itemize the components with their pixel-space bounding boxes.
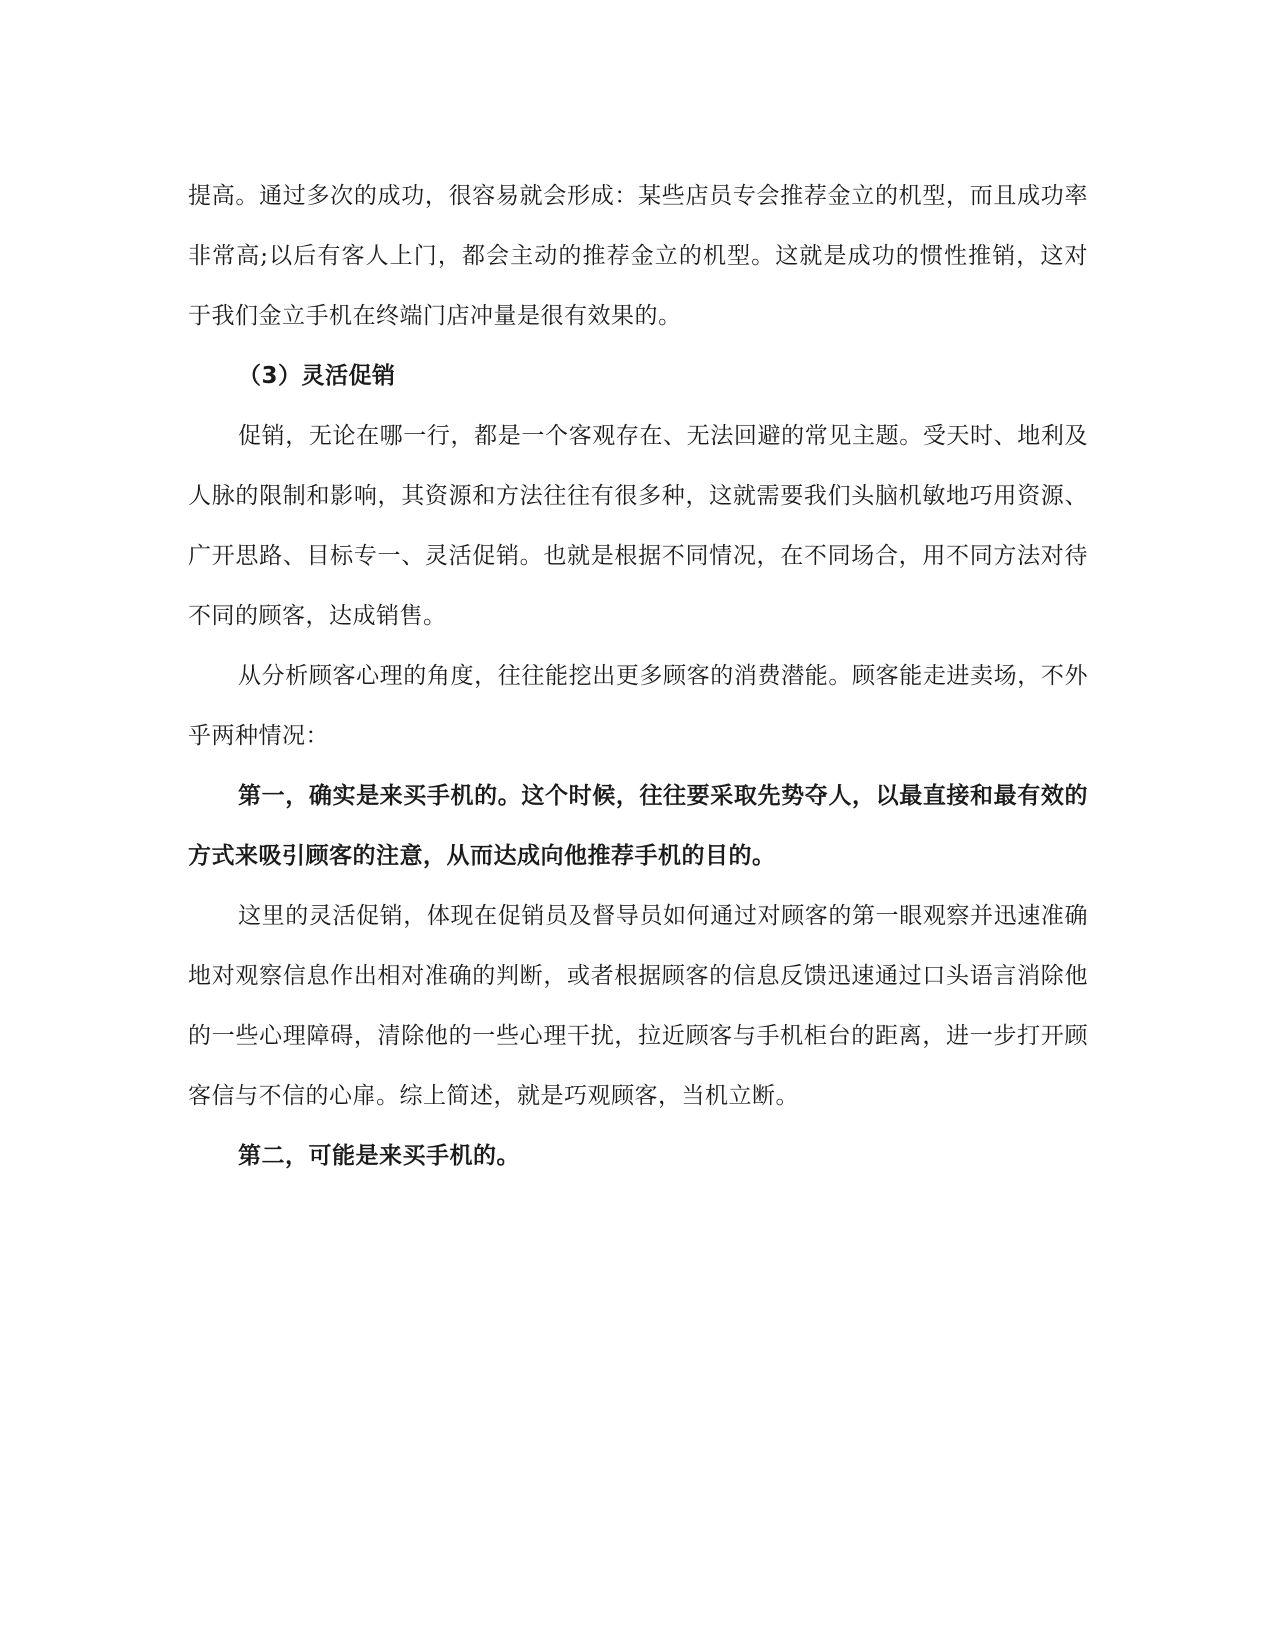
document-body (188, 166, 1088, 1186)
section-heading: （3）灵活促销 (238, 363, 396, 389)
paragraph-continuation: 提高。通过多次的成功，很容易就会形成：某些店员专会推荐金立的机型，而且成功率非常高;以后有客人上门，都会主动的推荐金立的机型。这就是成功的惯性推销，这对于我们金立手机在终端门店冲量是很有效果的。 (188, 183, 1088, 329)
bold-paragraph: 第一，确实是来买手机的。这个时候，往往要采取先势夺人，以最直接和最有效的方式来吸引顾客的注意，从而达成向他推荐手机的目的。 (188, 783, 1088, 869)
paragraph: 从分析顾客心理的角度，往往能挖出更多顾客的消费潜能。顾客能走进卖场，不外乎两种情况： (188, 663, 1088, 749)
paragraph: 促销，无论在哪一行，都是一个客观存在、无法回避的常见主题。受天时、地利及人脉的限制和影响，其资源和方法往往有很多种，这就需要我们头脑机敏地巧用资源、广开思路、目标专一、灵活促销。也就是根据不同情况，在不同场合，用不同方法对待不同的顾客，达成销售。 (188, 423, 1088, 629)
bold-paragraph: 第二，可能是来买手机的。 (238, 1143, 520, 1169)
paragraph: 这里的灵活促销，体现在促销员及督导员如何通过对顾客的第一眼观察并迅速准确地对观察信息作出相对准确的判断，或者根据顾客的信息反馈迅速通过口头语言消除他的一些心理障碍，清除他的一些心理干扰，拉近顾客与手机柜台的距离，进一步打开顾客信与不信的心扉。综上简述，就是巧观顾客，当机立断。 (188, 903, 1088, 1109)
